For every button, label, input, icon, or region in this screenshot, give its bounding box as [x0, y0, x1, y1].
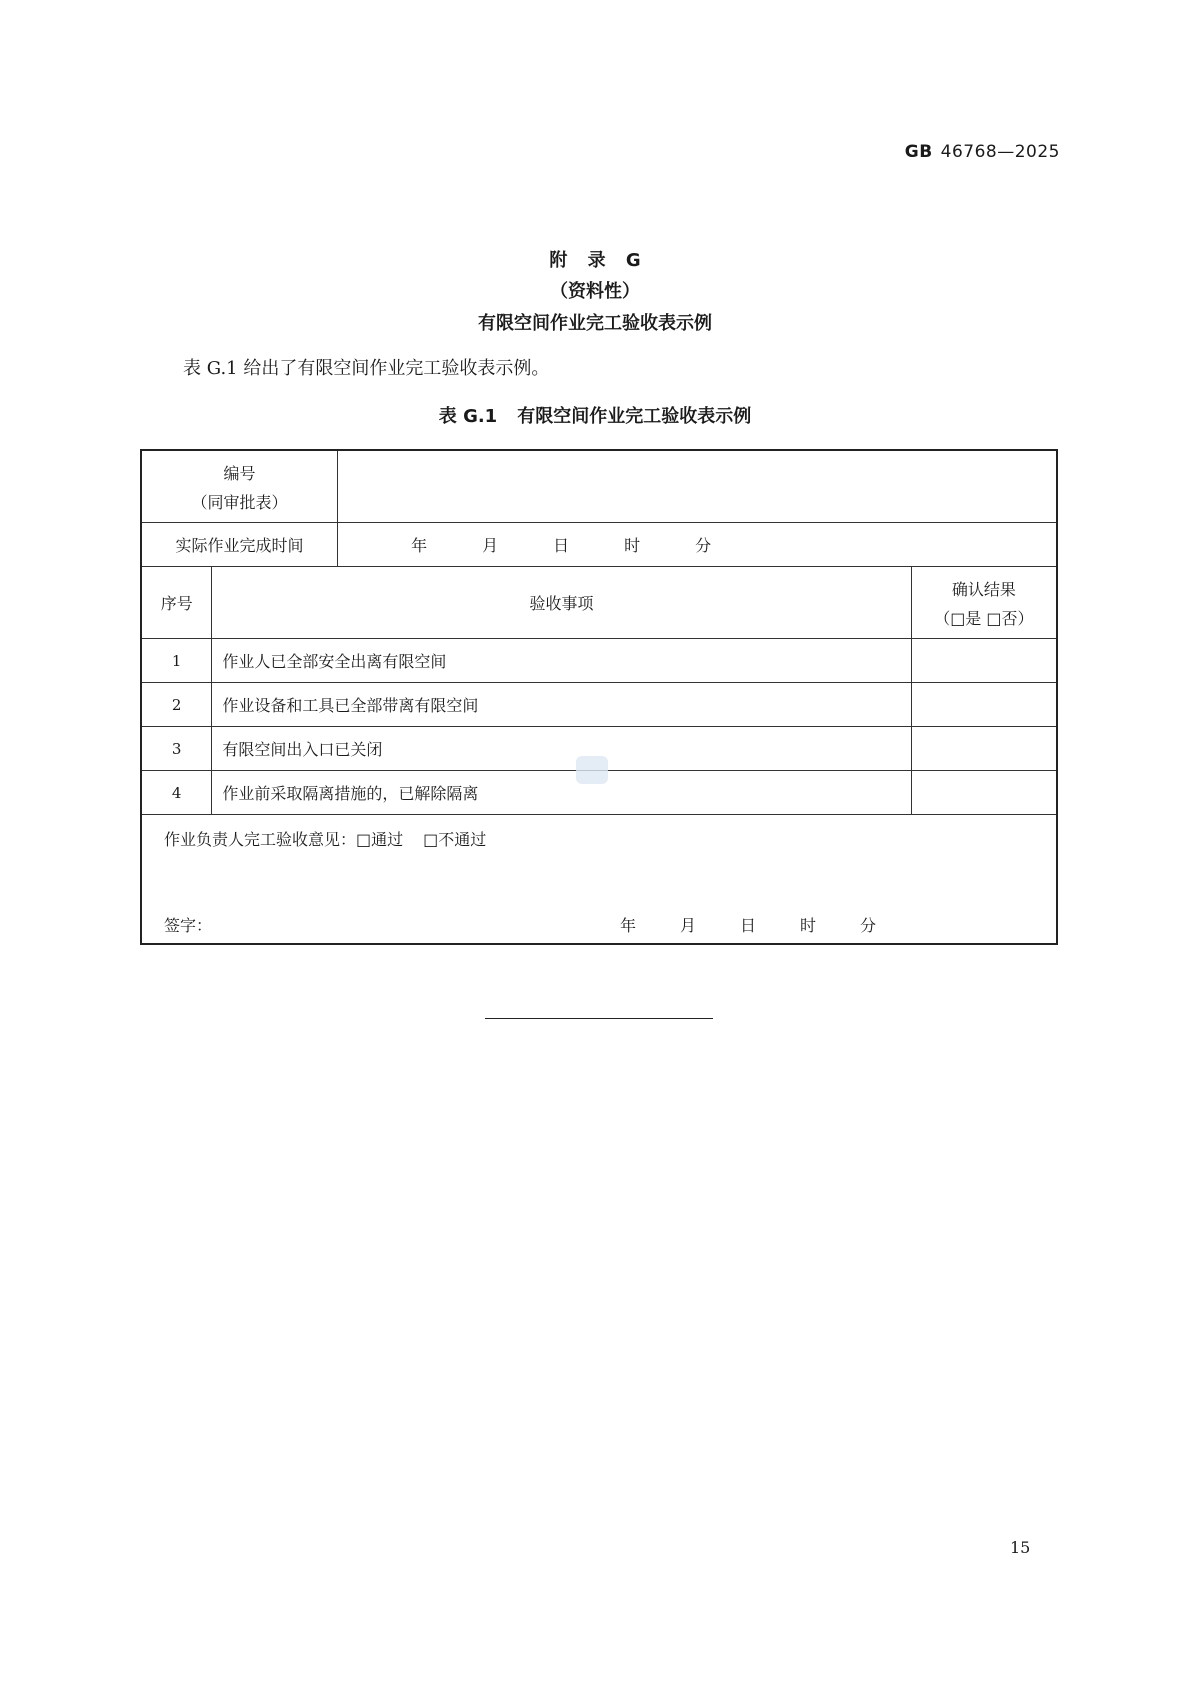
form-id-label-line1: 编号 [223, 463, 256, 483]
annex-name: 有限空间作业完工验收表示例 [478, 313, 712, 334]
sign-unit-month: 月 [680, 916, 697, 935]
standard-number: 46768—2025 [940, 142, 1060, 162]
col-result-header-line2: （□是 □否） [934, 608, 1034, 628]
col-result-header-line1: 确认结果 [951, 579, 1016, 599]
opinion-line [164, 827, 486, 850]
table-row [141, 683, 1057, 727]
table-caption-title: 有限空间作业完工验收表示例 [517, 406, 752, 427]
annex-type: （资料性） [550, 281, 640, 302]
item-number: 3 [141, 727, 212, 771]
form-id-row [141, 450, 1057, 523]
col-seq-header: 序号 [141, 567, 212, 639]
table-row [141, 639, 1057, 683]
form-id-label [141, 450, 338, 523]
standard-code [905, 142, 1060, 162]
item-text: 作业人已全部安全出离有限空间 [212, 639, 911, 683]
table-caption [0, 402, 1190, 428]
item-number: 4 [141, 771, 212, 815]
item-text: 作业设备和工具已全部带离有限空间 [212, 683, 911, 727]
item-result-cell[interactable] [911, 683, 1057, 727]
form-id-label-line2: （同审批表） [191, 492, 288, 512]
opinion-fail-checkbox[interactable]: □不通过 [423, 830, 487, 849]
time-unit-minute: 分 [695, 536, 712, 555]
opinion-label: 作业负责人完工验收意见： [164, 830, 357, 849]
form-id-value[interactable] [338, 450, 1057, 523]
standard-prefix: GB [904, 142, 933, 162]
item-result-cell[interactable] [911, 639, 1057, 683]
watermark-logo [576, 756, 608, 784]
opinion-pass-checkbox[interactable]: □通过 [356, 830, 404, 849]
item-number: 2 [141, 683, 212, 727]
time-unit-year: 年 [411, 536, 428, 555]
completion-time-label: 实际作业完成时间 [141, 523, 338, 567]
sign-unit-hour: 时 [800, 916, 817, 935]
end-rule-divider [485, 1018, 713, 1019]
items-header-row [141, 567, 1057, 639]
col-item-header: 验收事项 [212, 567, 911, 639]
sign-unit-minute: 分 [860, 916, 877, 935]
item-text: 作业前采取隔离措施的，已解除隔离 [212, 771, 911, 815]
item-result-cell[interactable] [911, 727, 1057, 771]
intro-paragraph: 表 G.1 给出了有限空间作业完工验收表示例。 [183, 358, 550, 379]
sign-label: 签字： [164, 916, 213, 935]
item-result-cell[interactable] [911, 771, 1057, 815]
acceptance-form-table [140, 449, 1058, 945]
item-number: 1 [141, 639, 212, 683]
annex-title: 附 录 G [549, 250, 641, 271]
page-number: 15 [1010, 1538, 1031, 1557]
col-result-header [911, 567, 1057, 639]
time-unit-day: 日 [553, 536, 570, 555]
completion-time-value[interactable] [338, 523, 1057, 567]
sign-unit-year: 年 [620, 916, 637, 935]
opinion-cell [141, 815, 1057, 945]
table-caption-number: 表 G.1 [438, 406, 498, 427]
time-unit-month: 月 [482, 536, 499, 555]
time-unit-hour: 时 [624, 536, 641, 555]
completion-time-row [141, 523, 1057, 567]
sign-date[interactable] [620, 913, 920, 936]
item-text: 有限空间出入口已关闭 [212, 727, 911, 771]
opinion-row [141, 815, 1057, 945]
sign-unit-day: 日 [740, 916, 757, 935]
